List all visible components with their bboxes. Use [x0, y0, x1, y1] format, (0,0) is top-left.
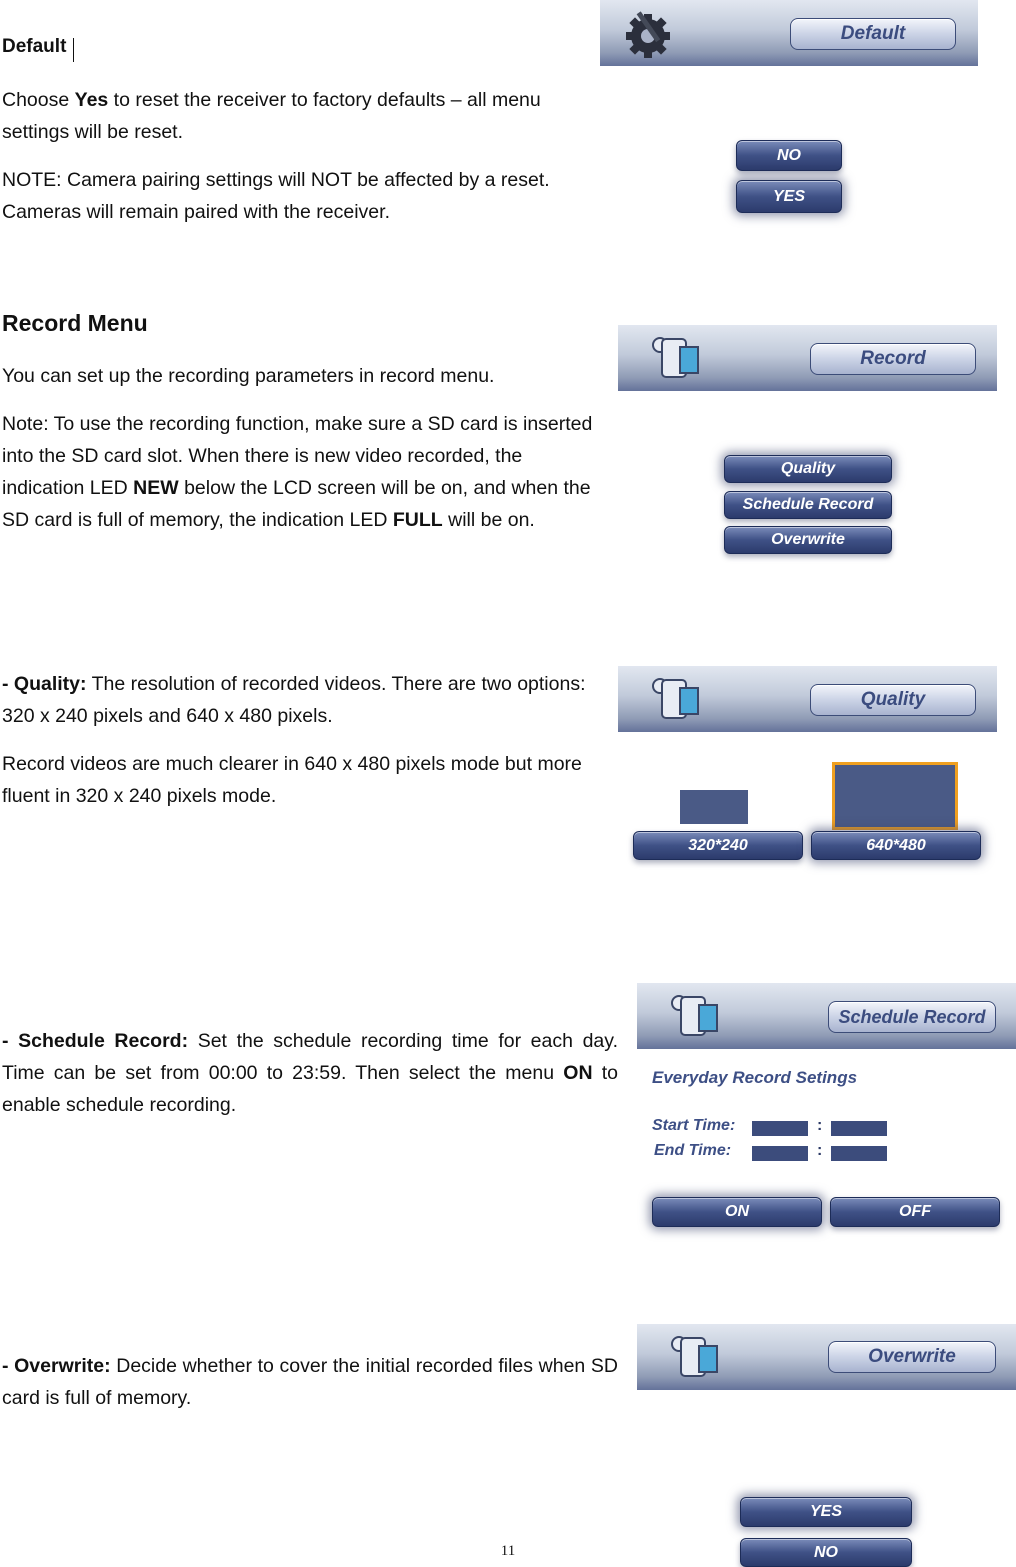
record-menu-header — [618, 325, 997, 391]
page-number: 11 — [500, 1543, 516, 1559]
schedule-off-button[interactable]: OFF — [830, 1197, 1000, 1227]
overwrite-menu-title: Overwrite — [828, 1341, 996, 1373]
schedule-on-button[interactable]: ON — [652, 1197, 822, 1227]
quality-menu-header — [618, 666, 997, 732]
default-yes-button[interactable]: YES — [736, 180, 842, 213]
camcorder-icon — [669, 991, 719, 1041]
quality-paragraph-1: - Quality: The resolution of recorded videos. There are two options: 320 x 240 pixels and 640 x 480 pixels. — [2, 673, 586, 727]
record-schedule-button[interactable]: Schedule Record — [724, 491, 892, 519]
camcorder-icon — [669, 1332, 719, 1382]
schedule-settings-title: Everyday Record Setings — [652, 1068, 858, 1087]
end-time-colon: : — [817, 1142, 823, 1159]
preview-320x240 — [680, 790, 748, 824]
overwrite-menu-header — [637, 1324, 1016, 1390]
overwrite-paragraph: - Overwrite: Decide whether to cover the initial recorded files when SD card is full of memory. — [2, 1355, 618, 1409]
default-cursor — [73, 38, 74, 62]
start-time-colon: : — [817, 1117, 823, 1134]
default-heading: Default — [2, 36, 67, 57]
quality-menu-title: Quality — [810, 684, 976, 716]
overwrite-yes-button[interactable]: YES — [740, 1497, 912, 1527]
end-hour-field[interactable] — [752, 1146, 808, 1161]
end-time-label: End Time: — [654, 1142, 732, 1159]
record-paragraph-2: Note: To use the recording function, make sure a SD card is inserted into the SD card slot. When there is new video recorded, the indication LED NEW below the LCD screen will be on, and when the SD card is full of memory, the indication LED FULL will be on. — [2, 413, 593, 531]
record-menu-title: Record — [810, 343, 976, 375]
schedule-paragraph: - Schedule Record: Set the schedule recording time for each day. Time can be set from 00:00 to 23:59. Then select the menu ON to enable schedule recording. — [2, 1030, 618, 1116]
record-quality-button[interactable]: Quality — [724, 455, 892, 483]
start-hour-field[interactable] — [752, 1121, 808, 1136]
default-paragraph-2: NOTE: Camera pairing settings will NOT be affected by a reset. Cameras will remain paired with the receiver. — [2, 169, 550, 223]
end-minute-field[interactable] — [831, 1146, 887, 1161]
schedule-menu-title: Schedule Record — [828, 1001, 996, 1033]
start-time-label: Start Time: — [652, 1117, 736, 1134]
preview-640x480-selected — [832, 762, 958, 830]
schedule-menu-header — [637, 983, 1016, 1049]
quality-320x240-button[interactable]: 320*240 — [633, 831, 803, 860]
record-heading: Record Menu — [2, 310, 148, 336]
gear-wrench-icon — [622, 10, 674, 58]
default-menu-header — [600, 0, 978, 66]
overwrite-no-button[interactable]: NO — [740, 1538, 912, 1567]
quality-paragraph-2: Record videos are much clearer in 640 x 480 pixels mode but more fluent in 320 x 240 pixels mode. — [2, 753, 582, 807]
default-no-button[interactable]: NO — [736, 140, 842, 171]
record-overwrite-button[interactable]: Overwrite — [724, 526, 892, 554]
default-paragraph-1: Choose Yes to reset the receiver to factory defaults – all menu settings will be reset. — [2, 89, 541, 143]
start-minute-field[interactable] — [831, 1121, 887, 1136]
camcorder-icon — [650, 333, 700, 383]
camcorder-icon — [650, 674, 700, 724]
record-paragraph-1: You can set up the recording parameters in record menu. — [2, 365, 495, 387]
default-menu-title: Default — [790, 18, 956, 50]
quality-640x480-button[interactable]: 640*480 — [811, 831, 981, 860]
